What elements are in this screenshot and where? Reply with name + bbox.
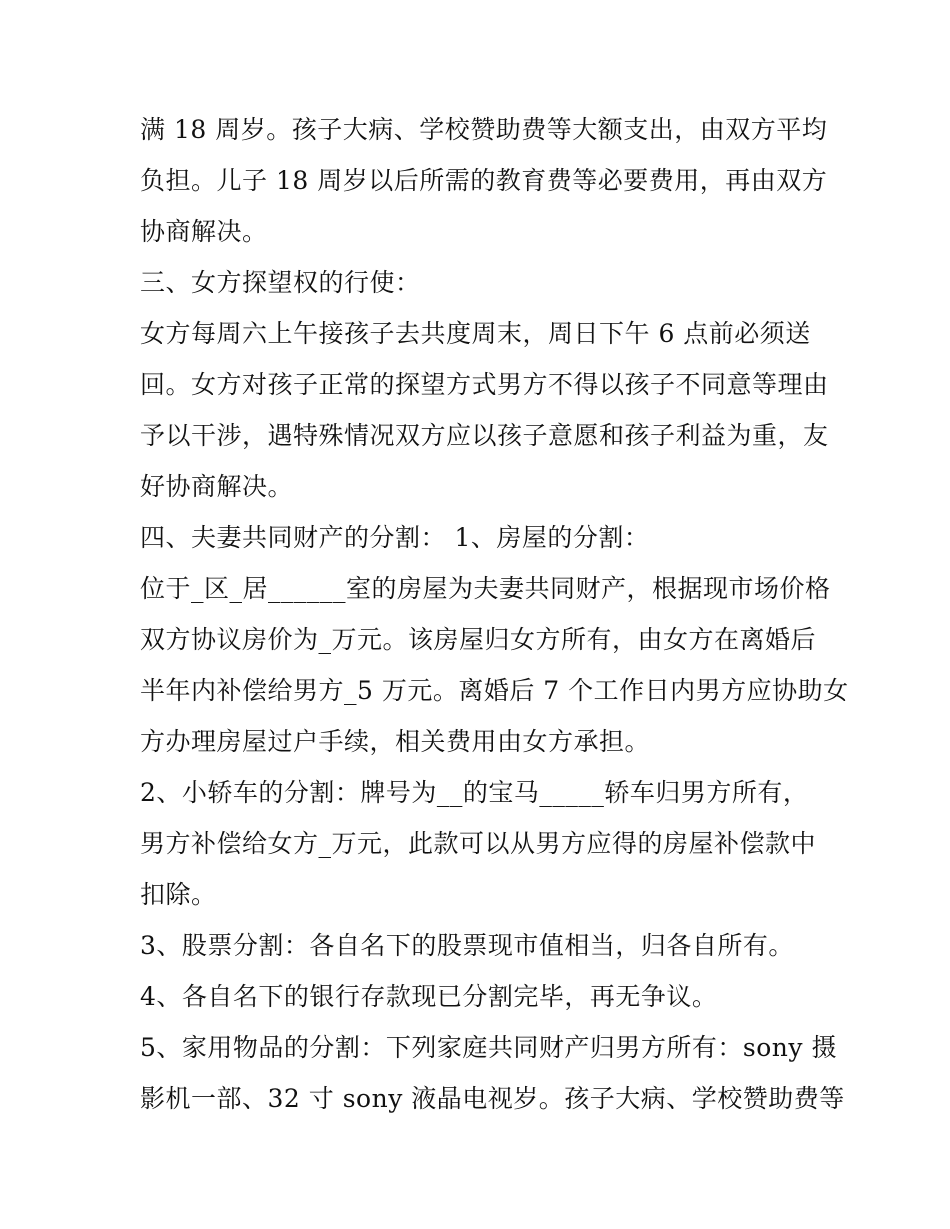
list-item: 3、股票分割：各自名下的股票现市值相当，归各自所有。: [140, 931, 794, 960]
list-item: 5、家用物品的分割：下列家庭共同财产归男方所有：sony 摄: [140, 1033, 837, 1062]
text-line: 扣除。: [140, 880, 217, 909]
text-line: 予以干涉，遇特殊情况双方应以孩子意愿和孩子利益为重，友: [140, 421, 829, 450]
text-line: 影机一部、32 寸 sony 液晶电视岁。孩子大病、学校赞助费等: [140, 1084, 845, 1113]
text-line: 半年内补偿给男方_5 万元。离婚后 7 个工作日内男方应协助女: [140, 676, 849, 705]
text-line: 男方补偿给女方_万元，此款可以从男方应得的房屋补偿款中: [140, 829, 817, 858]
text-line: 双方协议房价为_万元。该房屋归女方所有，由女方在离婚后: [140, 625, 817, 654]
text-line: 满 18 周岁。孩子大病、学校赞助费等大额支出，由双方平均: [140, 115, 828, 144]
section-heading: 四、夫妻共同财产的分割： 1、房屋的分割：: [140, 523, 650, 552]
text-line: 女方每周六上午接孩子去共度周末，周日下午 6 点前必须送: [140, 319, 811, 348]
section-heading: 三、女方探望权的行使：: [140, 268, 421, 297]
list-item: 4、各自名下的银行存款现已分割完毕，再无争议。: [140, 982, 718, 1011]
text-line: 好协商解决。: [140, 472, 294, 501]
text-line: 协商解决。: [140, 217, 268, 246]
list-item: 2、小轿车的分割：牌号为__的宝马_____轿车归男方所有，: [140, 778, 809, 807]
text-line: 回。女方对孩子正常的探望方式男方不得以孩子不同意等理由: [140, 370, 829, 399]
text-line: 负担。儿子 18 周岁以后所需的教育费等必要费用，再由双方: [140, 166, 828, 195]
text-line: 方办理房屋过户手续，相关费用由女方承担。: [140, 727, 651, 756]
text-line: 位于_区_居______室的房屋为夫妻共同财产，根据现市场价格: [140, 574, 831, 603]
